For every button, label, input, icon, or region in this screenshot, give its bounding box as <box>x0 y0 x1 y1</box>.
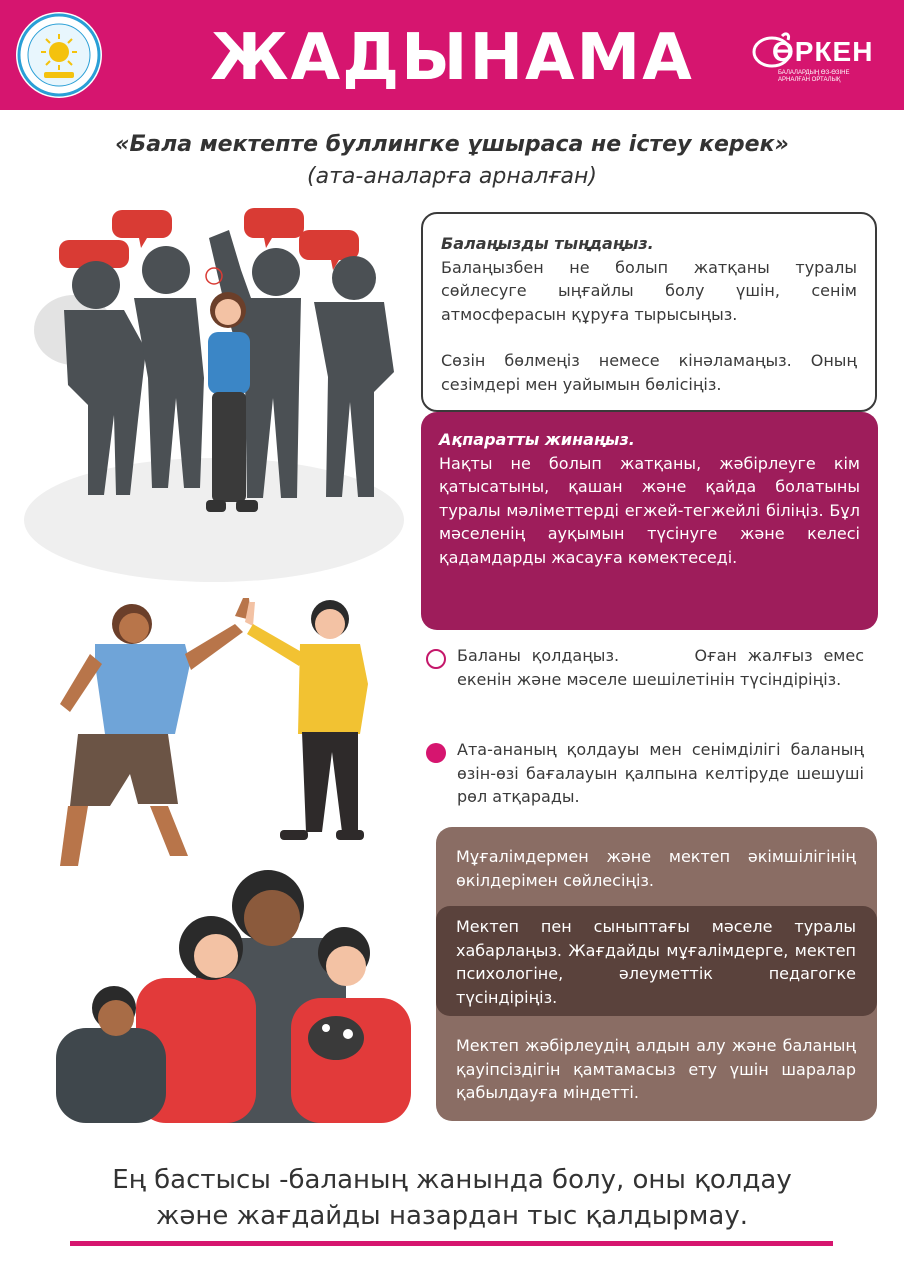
footer-divider <box>70 1241 833 1246</box>
school-step-2: Мектеп пен сыныптағы мәселе туралы хабарлаңыз. Жағдайды мұғалімдерге, мектеп психологіне, әлеуметтік педагогке түсіндіріңіз. <box>456 917 856 1007</box>
footer-line-1: Ең бастысы -баланың жанында болу, оны қолдау <box>112 1165 792 1195</box>
orken-logo <box>752 28 872 88</box>
circle-outline-bullet-icon <box>426 649 446 669</box>
high-five-illustration <box>40 594 385 884</box>
listen-card-title: Балаңызды тыңдаңыз. <box>441 234 654 253</box>
family-hug-illustration <box>36 858 436 1123</box>
listen-card-paragraph-2: Сөзін бөлмеңіз немесе кінәламаңыз. Оның сезімдері мен уайымын бөлісіңіз. <box>441 351 857 394</box>
gather-info-card <box>421 412 878 630</box>
listen-card-paragraph-1: Балаңызбен не болып жатқаны туралы сөйлесуге ыңғайлы болу үшін, сенім атмосферасын құруға тырысыңыз. <box>441 257 857 324</box>
gather-info-card-title: Ақпаратты жинаңыз. <box>439 430 635 449</box>
bullet-parent-role <box>424 738 864 809</box>
bullet-text: Ата-ананың қолдауы мен сенімділігі баланың өзін-өзі бағалауын қалпына келтіруде шешуші рөл атқарады. <box>457 740 864 806</box>
bullet-support-child <box>424 644 870 691</box>
bullet-text: Баланы қолдаңыз. Оған жалғыз емес екенін және мәселе шешілетінін түсіндіріңіз. <box>457 646 870 689</box>
logo-subtitle: БАЛАЛАРДЫҢ ӨЗ-ӨЗІНЕ АРНАЛҒАН ОРТАЛЫҚ <box>778 70 850 83</box>
gather-info-card-body: Нақты не болып жатқаны, жәбірлеуге кім қатысатыны, қашан және қайда болатыны туралы мәліметтерді егжей-тегжейлі біліңіз. Бұл мәселенің ауқымын түсінуге және келесі қадамдарды жасауға көмектеседі. <box>439 453 860 567</box>
school-step-3: Мектеп жәбірлеудің алдын алу және баланың қауіпсіздігін қамтамасыз ету үшін шаралар қабылдауға міндетті. <box>456 1036 856 1102</box>
header-banner <box>0 0 904 110</box>
memo-subtitle: «Бала мектепте буллингке ұшыраса не істеу керек» <box>115 132 789 157</box>
page-title: ЖАДЫНАМА <box>210 21 694 95</box>
listen-card <box>421 212 877 412</box>
circle-filled-bullet-icon <box>426 743 446 763</box>
bullying-group-illustration <box>14 200 418 590</box>
school-step-1: Мұғалімдермен және мектеп әкімшілігінің өкілдерімен сөйлесіңіз. <box>456 847 856 890</box>
footer-message <box>0 1162 904 1234</box>
memo-audience: (ата-аналарға арналған) <box>307 164 597 189</box>
logo-text: ӨРКЕН <box>772 36 874 67</box>
footer-line-2: және жағдайды назардан тыс қалдырмау. <box>155 1201 749 1231</box>
